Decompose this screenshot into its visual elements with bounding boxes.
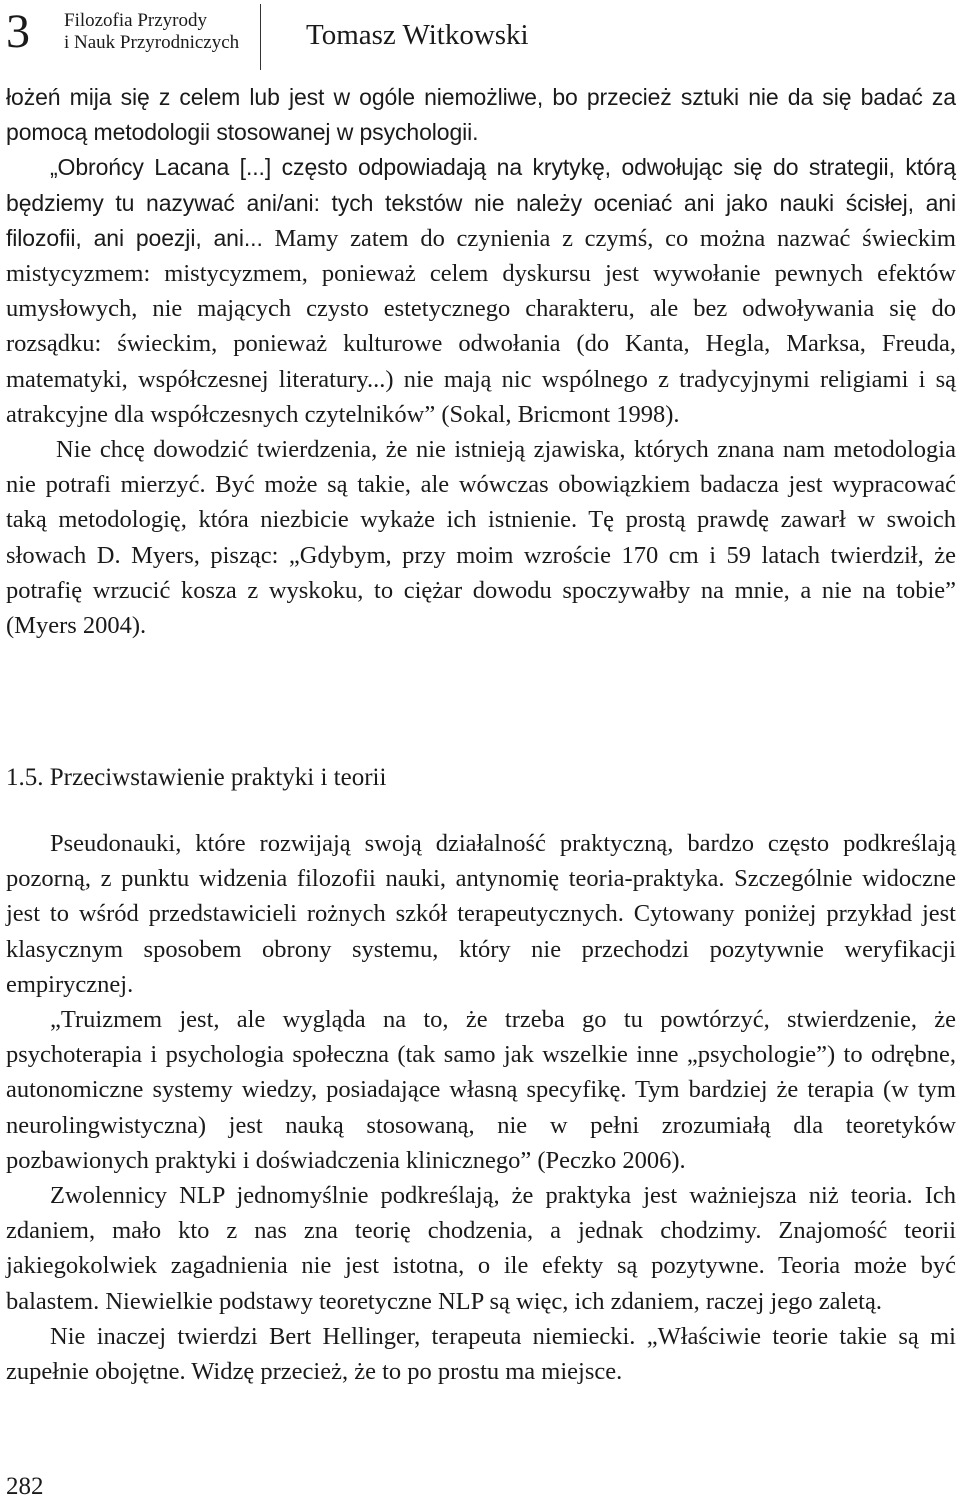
paragraph-myers: Nie chcę dowodzić twierdzenia, że nie istnieją zjawiska, których znana nam metodologia nie potrafi mierzyć. Być może są takie, ale wówczas obowiązkiem badacza jest wypracować taką metodologię, która niezbicie wykaże ich istnienie. Tę prostą prawdę zawarł w swoich słowach D. Myers, pisząc: „Gdybym, przy moim wzroście 170 cm i 59 latach twierdził, że potrafię wrzucić kosza z wyskoku, to ciężar dowodu spoczywałby na mnie, a nie na tobie” (Myers 2004). [6, 436, 956, 640]
running-header [6, 4, 706, 70]
journal-number: 3 [6, 5, 30, 58]
journal-name [64, 10, 239, 54]
body-text-lower [6, 826, 956, 1389]
header-divider [260, 4, 261, 70]
author-name: Tomasz Witkowski [306, 19, 529, 51]
body-text-upper [6, 80, 956, 643]
quote-sokal-part-2: Mamy zatem do czynienia z czymś, co można nazwać świeckim mistycyzmem: mistycyzmem, ponieważ celem dyskursu jest wywołanie pewnych efektów umysłowych, nie mających czysto estetycznego charakteru, ale bez odwoływania się do rozsądku: świeckim, ponieważ kulturowe odwołania (do Kanta, Hegla, Marksa, Freuda, matematyki, współczesnej literatury...) nie mają nic wspólnego z tradycyjnymi religiami i są atrakcyjne dla współczesnych czytelników” (Sokal, Bricmont 1998). [6, 224, 956, 428]
paragraph-pseudonauki: Pseudonauki, które rozwijają swoją działalność praktyczną, bardzo często podkreślają pozorną, z punktu widzenia filozofii nauki, antynomię teoria-praktyka. Szczególnie widoczne jest to wśród przedstawicieli rożnych szkół terapeutycznych. Cytowany poniżej przykład jest klasycznym sposobem obrony systemu, który nie przechodzi pozytywnie weryfikacji empirycznej. [6, 830, 956, 998]
section-heading: 1.5. Przeciwstawienie praktyki i teorii [6, 764, 387, 791]
paragraph-nlp: Zwolennicy NLP jednomyślnie podkreślają, że praktyka jest ważniejsza niż teoria. Ich zdaniem, mało kto z nas zna teorię chodzenia, a jednak chodzimy. Znajomość teorii jakiegokolwiek zagadnienia nie jest istotna, o ile efekty są pozytywne. Teoria może być balastem. Niewielkie podstawy teoretyczne NLP są więc, ich zdaniem, raczej jego zaletą. [6, 1182, 956, 1315]
paragraph-hellinger: Nie inaczej twierdzi Bert Hellinger, terapeuta niemiecki. „Właściwie teorie takie są mi zupełnie obojętne. Widzę przecież, że to po prostu ma miejsce. [6, 1322, 956, 1386]
quote-sokal-part-1: „Obrońcy Lacana [...] często odpowiadają na krytykę, odwołując się do strategii, którą będziemy tu nazywać ani/ani: tych tekstów nie należy oceniać ani jako nauki ścisłej, ani filozofii, ani poezji, ani... [6, 154, 956, 251]
page-number: 282 [6, 1473, 44, 1500]
paragraph-quote-peczko: „Truizmem jest, ale wygląda na to, że trzeba go tu powtórzyć, stwierdzenie, że psychoterapia i psychologia społeczna (tak samo jak wszelkie inne „psychologie”) to odrębne, autonomiczne systemy wiedzy, posiadające własną specyfikę. Tym bardziej że terapia (w tym neurolingwistyczna) jest nauką stosowaną, nie w pełni zrozumiałą dla teoretyków pozbawionych praktyki i doświadczenia klinicznego” (Peczko 2006). [6, 1006, 956, 1174]
journal-name-line-2: i Nauk Przyrodniczych [64, 32, 240, 53]
journal-name-line-1: Filozofia Przyrody [64, 10, 208, 31]
paragraph-continuation: łożeń mija się z celem lub jest w ogóle niemożliwe, bo przecież sztuki nie da się badać za pomocą metodologii stosowanej w psychologii. [6, 84, 956, 146]
paragraph-quote-sokal [6, 150, 956, 432]
